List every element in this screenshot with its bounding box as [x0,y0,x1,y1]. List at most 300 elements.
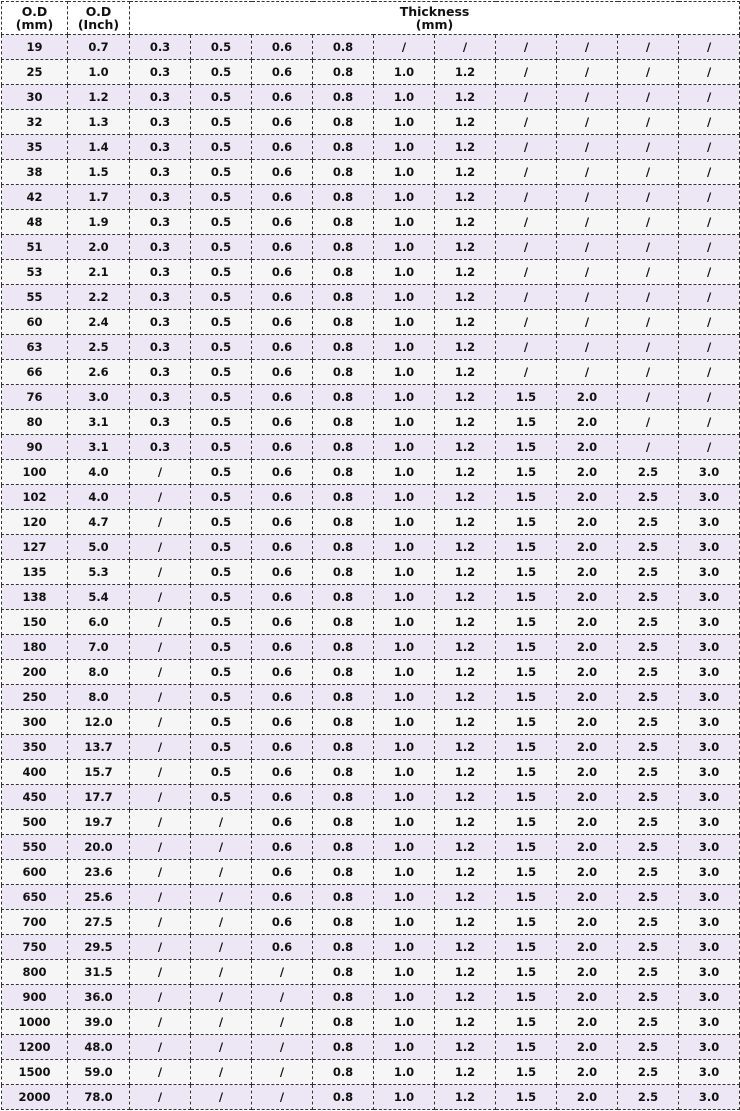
thickness-cell: 0.8 [313,810,374,835]
thickness-cell: 2.5 [618,535,679,560]
thickness-cell: 1.5 [496,735,557,760]
thickness-cell: 1.2 [435,85,496,110]
thickness-cell: 1.5 [496,835,557,860]
thickness-cell: 2.5 [618,910,679,935]
thickness-cell: 1.5 [496,960,557,985]
thickness-cell: / [679,210,740,235]
table-row [2,85,740,110]
od-inch-cell: 4.7 [68,510,130,535]
thickness-cell: 0.5 [191,510,252,535]
od-inch-cell: 1.9 [68,210,130,235]
thickness-cell: 1.0 [374,585,435,610]
thickness-cell: 0.3 [130,260,191,285]
od-inch-cell: 2.4 [68,310,130,335]
thickness-cell: 0.3 [130,310,191,335]
table-row [2,385,740,410]
thickness-cell: / [191,1060,252,1085]
thickness-cell: / [130,1010,191,1035]
od-inch-cell: 2.5 [68,335,130,360]
od-inch-cell: 8.0 [68,660,130,685]
thickness-cell: / [557,185,618,210]
thickness-cell: 0.6 [252,685,313,710]
thickness-cell: 2.0 [557,410,618,435]
table-row [2,310,740,335]
thickness-cell: 0.6 [252,385,313,410]
thickness-cell: 1.5 [496,1010,557,1035]
thickness-cell: 0.5 [191,360,252,385]
table-row [2,260,740,285]
thickness-cell: 2.5 [618,835,679,860]
od-mm-cell: 135 [2,560,68,585]
thickness-cell: 0.3 [130,160,191,185]
thickness-cell: 2.5 [618,885,679,910]
table-row [2,110,740,135]
table-row [2,510,740,535]
thickness-cell: 0.8 [313,1035,374,1060]
thickness-cell: 0.3 [130,35,191,60]
thickness-cell: 1.5 [496,660,557,685]
thickness-cell: 1.0 [374,435,435,460]
od-inch-cell: 6.0 [68,610,130,635]
table-row [2,910,740,935]
od-mm-cell: 250 [2,685,68,710]
thickness-cell: 3.0 [679,960,740,985]
header-od-mm-unit: (mm) [15,17,54,32]
thickness-cell: 1.0 [374,610,435,635]
thickness-cell: 0.6 [252,510,313,535]
thickness-cell: 1.5 [496,385,557,410]
thickness-cell: 0.5 [191,485,252,510]
thickness-cell: 0.8 [313,310,374,335]
thickness-cell: / [679,235,740,260]
thickness-cell: 1.2 [435,285,496,310]
thickness-cell: / [557,235,618,260]
thickness-cell: 0.6 [252,760,313,785]
thickness-cell: 1.5 [496,485,557,510]
thickness-cell: 0.8 [313,635,374,660]
thickness-cell: 0.8 [313,835,374,860]
thickness-cell: 1.0 [374,485,435,510]
od-mm-cell: 200 [2,660,68,685]
thickness-cell: 1.2 [435,1010,496,1035]
thickness-cell: / [618,60,679,85]
thickness-cell: 0.6 [252,935,313,960]
thickness-cell: 2.5 [618,485,679,510]
thickness-cell: 1.5 [496,685,557,710]
thickness-cell: 1.2 [435,135,496,160]
thickness-cell: 0.8 [313,235,374,260]
header-thickness [130,2,740,35]
thickness-cell: 0.8 [313,335,374,360]
od-mm-cell: 450 [2,785,68,810]
thickness-cell: 0.5 [191,285,252,310]
od-mm-cell: 550 [2,835,68,860]
thickness-cell: / [252,1085,313,1110]
thickness-cell: / [618,310,679,335]
thickness-cell: 0.5 [191,610,252,635]
thickness-cell: / [496,35,557,60]
thickness-cell: 0.8 [313,1085,374,1110]
thickness-cell: / [374,35,435,60]
table-row [2,985,740,1010]
thickness-cell: 2.5 [618,510,679,535]
thickness-cell: 0.6 [252,885,313,910]
thickness-cell: 1.0 [374,110,435,135]
od-inch-cell: 2.1 [68,260,130,285]
thickness-cell: / [496,285,557,310]
thickness-cell: / [618,135,679,160]
thickness-cell: 2.0 [557,985,618,1010]
thickness-cell: / [130,735,191,760]
thickness-cell: 2.0 [557,560,618,585]
thickness-cell: 0.5 [191,185,252,210]
thickness-cell: 1.2 [435,485,496,510]
thickness-cell: 0.5 [191,385,252,410]
thickness-cell: 1.5 [496,610,557,635]
thickness-cell: 1.0 [374,410,435,435]
table-row [2,1060,740,1085]
thickness-cell: / [679,110,740,135]
thickness-cell: 0.8 [313,685,374,710]
thickness-cell: 0.3 [130,85,191,110]
thickness-cell: 2.5 [618,635,679,660]
od-mm-cell: 1000 [2,1010,68,1035]
thickness-cell: 0.5 [191,735,252,760]
thickness-cell: 0.5 [191,435,252,460]
od-inch-cell: 2.6 [68,360,130,385]
table-row [2,810,740,835]
thickness-cell: 1.5 [496,710,557,735]
thickness-cell: 0.6 [252,660,313,685]
thickness-cell: / [130,610,191,635]
od-inch-cell: 3.1 [68,410,130,435]
thickness-cell: 0.8 [313,860,374,885]
thickness-cell: 1.2 [435,1085,496,1110]
thickness-cell: 0.8 [313,135,374,160]
thickness-cell: / [252,985,313,1010]
table-row [2,485,740,510]
table-row [2,35,740,60]
thickness-cell: / [191,935,252,960]
thickness-cell: 0.8 [313,535,374,560]
od-mm-cell: 500 [2,810,68,835]
od-mm-cell: 1200 [2,1035,68,1060]
thickness-spec-table [1,1,740,1110]
thickness-cell: / [618,210,679,235]
thickness-cell: / [618,110,679,135]
thickness-cell: 1.5 [496,810,557,835]
thickness-cell: / [191,810,252,835]
thickness-cell: 2.0 [557,885,618,910]
thickness-cell: / [496,160,557,185]
od-inch-cell: 12.0 [68,710,130,735]
thickness-cell: 0.8 [313,760,374,785]
thickness-cell: 1.0 [374,60,435,85]
header-od-inch [68,2,130,35]
thickness-cell: 1.5 [496,435,557,460]
od-mm-cell: 1500 [2,1060,68,1085]
od-inch-cell: 78.0 [68,1085,130,1110]
thickness-cell: / [679,185,740,210]
od-inch-cell: 2.0 [68,235,130,260]
od-inch-cell: 4.0 [68,460,130,485]
thickness-cell: / [191,835,252,860]
thickness-cell: 2.5 [618,1085,679,1110]
table-row [2,735,740,760]
thickness-cell: 2.5 [618,935,679,960]
od-mm-cell: 2000 [2,1085,68,1110]
thickness-cell: 3.0 [679,785,740,810]
table-row [2,835,740,860]
thickness-cell: / [130,1085,191,1110]
thickness-cell: / [130,535,191,560]
thickness-cell: / [191,910,252,935]
thickness-cell: / [557,60,618,85]
thickness-cell: 3.0 [679,510,740,535]
thickness-cell: 2.0 [557,935,618,960]
thickness-cell: 2.0 [557,1085,618,1110]
thickness-cell: / [130,560,191,585]
table-row [2,135,740,160]
od-mm-cell: 38 [2,160,68,185]
thickness-cell: / [496,60,557,85]
thickness-cell: 1.2 [435,860,496,885]
thickness-cell: 0.3 [130,385,191,410]
od-mm-cell: 900 [2,985,68,1010]
thickness-cell: 0.3 [130,335,191,360]
thickness-cell: / [130,960,191,985]
thickness-cell: 1.5 [496,460,557,485]
od-inch-cell: 7.0 [68,635,130,660]
thickness-cell: 1.0 [374,535,435,560]
thickness-cell: 1.2 [435,785,496,810]
thickness-cell: 3.0 [679,610,740,635]
od-mm-cell: 180 [2,635,68,660]
thickness-cell: 1.0 [374,910,435,935]
thickness-cell: 0.6 [252,160,313,185]
thickness-cell: 2.0 [557,635,618,660]
thickness-cell: 0.6 [252,860,313,885]
thickness-cell: / [496,110,557,135]
thickness-cell: 1.2 [435,560,496,585]
thickness-cell: 2.0 [557,485,618,510]
thickness-cell: / [679,435,740,460]
table-row [2,860,740,885]
thickness-cell: 2.5 [618,985,679,1010]
thickness-cell: / [130,935,191,960]
thickness-cell: / [252,1035,313,1060]
thickness-cell: 1.2 [435,735,496,760]
thickness-cell: / [618,35,679,60]
thickness-cell: 3.0 [679,685,740,710]
thickness-cell: 0.5 [191,560,252,585]
thickness-cell: 3.0 [679,1010,740,1035]
od-mm-cell: 76 [2,385,68,410]
thickness-cell: 0.6 [252,260,313,285]
thickness-cell: 1.0 [374,335,435,360]
thickness-cell: 0.5 [191,585,252,610]
od-inch-cell: 3.0 [68,385,130,410]
thickness-cell: 2.5 [618,660,679,685]
thickness-cell: / [130,685,191,710]
table-row [2,660,740,685]
table-row [2,785,740,810]
header-od-mm-label: O.D [21,4,48,19]
thickness-cell: 0.6 [252,585,313,610]
thickness-cell: 1.0 [374,885,435,910]
table-row [2,635,740,660]
thickness-cell: 0.5 [191,635,252,660]
table-row [2,885,740,910]
od-mm-cell: 66 [2,360,68,385]
thickness-cell: 1.2 [435,535,496,560]
thickness-cell: 0.8 [313,410,374,435]
table-row [2,585,740,610]
thickness-cell: 0.5 [191,85,252,110]
od-inch-cell: 15.7 [68,760,130,785]
thickness-cell: 1.0 [374,935,435,960]
thickness-cell: 0.5 [191,785,252,810]
thickness-cell: 1.5 [496,635,557,660]
thickness-cell: 2.5 [618,760,679,785]
thickness-cell: / [679,385,740,410]
thickness-cell: 2.0 [557,960,618,985]
thickness-cell: 0.6 [252,210,313,235]
thickness-cell: / [557,360,618,385]
thickness-cell: / [130,785,191,810]
thickness-cell: / [618,435,679,460]
thickness-cell: / [618,260,679,285]
thickness-cell: 2.5 [618,785,679,810]
thickness-cell: 3.0 [679,760,740,785]
header-od-inch-label: O.D [85,4,112,19]
thickness-cell: 1.5 [496,760,557,785]
od-mm-cell: 750 [2,935,68,960]
od-mm-cell: 700 [2,910,68,935]
table-row [2,435,740,460]
thickness-cell: 0.8 [313,185,374,210]
table-row [2,1035,740,1060]
thickness-cell: 0.5 [191,260,252,285]
thickness-cell: 1.0 [374,985,435,1010]
thickness-cell: / [130,810,191,835]
thickness-cell: 0.3 [130,110,191,135]
thickness-cell: 1.2 [435,935,496,960]
thickness-cell: 2.5 [618,685,679,710]
thickness-cell: 0.5 [191,135,252,160]
thickness-cell: / [191,960,252,985]
thickness-cell: 1.2 [435,1035,496,1060]
thickness-cell: 1.0 [374,510,435,535]
thickness-cell: 3.0 [679,835,740,860]
thickness-cell: 0.3 [130,285,191,310]
od-mm-cell: 400 [2,760,68,785]
thickness-cell: 1.0 [374,960,435,985]
thickness-cell: / [679,410,740,435]
thickness-cell: / [679,85,740,110]
thickness-cell: 2.5 [618,1035,679,1060]
thickness-cell: / [252,960,313,985]
thickness-cell: / [679,360,740,385]
thickness-cell: / [130,460,191,485]
table-row [2,410,740,435]
od-mm-cell: 30 [2,85,68,110]
thickness-cell: 0.8 [313,485,374,510]
thickness-cell: 2.0 [557,435,618,460]
thickness-cell: 0.8 [313,510,374,535]
thickness-cell: 0.6 [252,335,313,360]
thickness-cell: 1.0 [374,260,435,285]
od-inch-cell: 5.0 [68,535,130,560]
thickness-cell: 0.6 [252,610,313,635]
thickness-cell: 0.6 [252,560,313,585]
od-inch-cell: 13.7 [68,735,130,760]
thickness-cell: / [130,1060,191,1085]
thickness-cell: 0.6 [252,185,313,210]
od-mm-cell: 350 [2,735,68,760]
od-mm-cell: 60 [2,310,68,335]
thickness-cell: 2.0 [557,510,618,535]
thickness-cell: 1.0 [374,235,435,260]
thickness-cell: 3.0 [679,1035,740,1060]
thickness-cell: 0.6 [252,360,313,385]
header-od-inch-unit: (Inch) [77,17,120,32]
thickness-cell: 0.5 [191,110,252,135]
thickness-cell: / [252,1060,313,1085]
thickness-cell: 1.0 [374,635,435,660]
thickness-cell: 0.8 [313,35,374,60]
thickness-cell: 3.0 [679,985,740,1010]
thickness-cell: 0.8 [313,735,374,760]
thickness-cell: 2.0 [557,710,618,735]
thickness-cell: 1.2 [435,260,496,285]
od-inch-cell: 1.0 [68,60,130,85]
thickness-cell: 1.2 [435,185,496,210]
thickness-cell: 1.5 [496,510,557,535]
thickness-cell: 0.8 [313,460,374,485]
thickness-cell: 3.0 [679,1060,740,1085]
table-row [2,60,740,85]
table-row [2,960,740,985]
thickness-cell: 2.5 [618,860,679,885]
thickness-cell: 1.0 [374,760,435,785]
thickness-cell: 2.0 [557,810,618,835]
od-inch-cell: 1.7 [68,185,130,210]
table-row [2,185,740,210]
od-inch-cell: 23.6 [68,860,130,885]
header-thickness-unit: (mm) [415,17,454,32]
thickness-cell: / [618,360,679,385]
thickness-cell: 1.2 [435,1060,496,1085]
thickness-cell: / [557,260,618,285]
thickness-cell: 0.6 [252,435,313,460]
thickness-cell: 1.2 [435,910,496,935]
od-mm-cell: 138 [2,585,68,610]
thickness-cell: 1.0 [374,785,435,810]
table-row [2,535,740,560]
table-row [2,210,740,235]
thickness-cell: 2.0 [557,535,618,560]
thickness-cell: 1.2 [435,585,496,610]
od-inch-cell: 25.6 [68,885,130,910]
od-inch-cell: 5.4 [68,585,130,610]
thickness-cell: 0.8 [313,935,374,960]
thickness-cell: 0.8 [313,560,374,585]
thickness-cell: 1.0 [374,385,435,410]
thickness-cell: 3.0 [679,635,740,660]
od-inch-cell: 5.3 [68,560,130,585]
thickness-cell: / [618,335,679,360]
